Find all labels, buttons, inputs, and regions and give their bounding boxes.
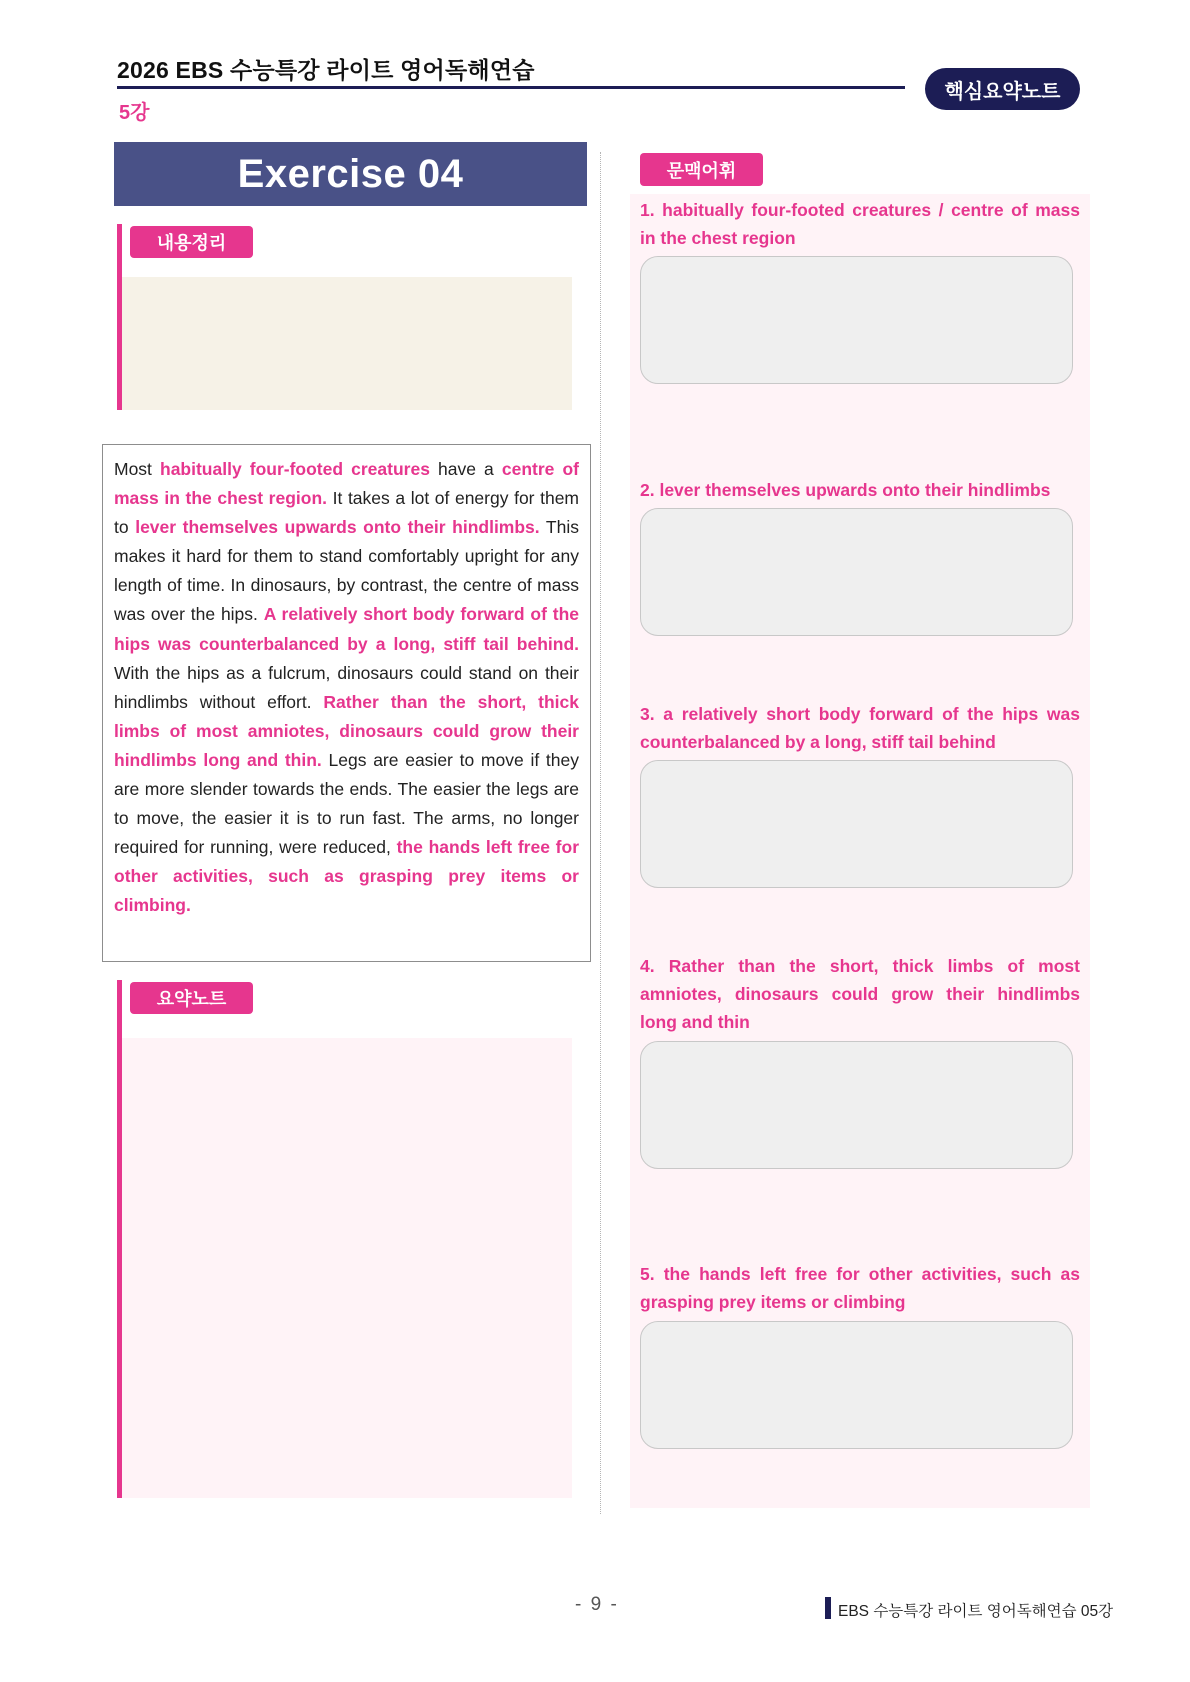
passage-text: This makes it hard for them to stand comfortably upright for any length of time. In dinosaurs, by contrast, the centre of mass was over the hips. [114,517,579,625]
summary-note-tag: 요약노트 [130,982,253,1014]
highlighted-phrase: Rather than the short, thick limbs of most amniotes, dinosaurs could grow their hindlimbs long and thin. [114,691,579,770]
highlighted-phrase: habitually four-footed creatures [160,459,430,479]
vocab-item-1-label: 1. habitually four-footed creatures / centre of mass in the chest region [640,200,1080,248]
vocab-item-4-label: 4. Rather than the short, thick limbs of most amniotes, dinosaurs could grow their hindlimbs long and thin [640,956,1080,1032]
document-title: 2026 EBS 수능특강 라이트 영어독해연습 [117,57,535,83]
summary-note-area[interactable] [122,1038,572,1498]
passage-text: Legs are easier to move if they are more slender towards the ends. The easier the legs are to move, the easier it is to run fast. The arms, no longer required for running, were reduced, [114,749,579,858]
highlighted-phrase: A relatively short body forward of the hips was counterbalanced by a long, stiff tail behind. [114,604,580,654]
vocab-item-3-label: 3. a relatively short body forward of the hips was counterbalanced by a long, stiff tail behind [640,704,1080,752]
highlighted-phrase: lever themselves upwards onto their hindlimbs. [135,517,540,538]
vocab-item-2-label: 2. lever themselves upwards onto their hindlimbs [640,480,1051,500]
footer-title: EBS 수능특강 라이트 영어독해연습 05강 [838,1603,1114,1620]
passage-text: With the hips as a fulcrum, dinosaurs could stand on their hindlimbs without effort. [114,662,579,712]
vocab-item-3-answer-box[interactable] [640,760,1073,888]
footer-marker [825,1597,831,1619]
vocab-item-5-label: 5. the hands left free for other activities, such as grasping prey items or climbing [640,1264,1080,1312]
vocab-item-5-answer-box[interactable] [640,1321,1073,1449]
content-summary-area[interactable] [122,277,572,410]
vocab-item-2-answer-box[interactable] [640,508,1073,636]
header-rule [117,86,905,89]
vocab-tag: 문맥어휘 [640,153,763,186]
vocab-item-4-answer-box[interactable] [640,1041,1073,1169]
lesson-number: 5강 [119,102,150,124]
passage-text: have a [429,459,502,479]
reading-passage [102,444,591,962]
column-divider [600,152,601,1514]
vocab-item-1-answer-box[interactable] [640,256,1073,384]
content-summary-tag: 내용정리 [130,226,253,258]
page-number: - 9 - [575,1594,619,1615]
highlighted-phrase: the hands left free for other activities, such as grasping prey items or climbing. [114,837,580,916]
exercise-title: Exercise 04 [114,142,587,206]
passage-text: Most [114,459,160,479]
section-badge: 핵심요약노트 [925,68,1080,110]
passage-text: It takes a lot of energy for them to [114,488,580,538]
highlighted-phrase: centre of mass in the chest region. [114,459,579,509]
